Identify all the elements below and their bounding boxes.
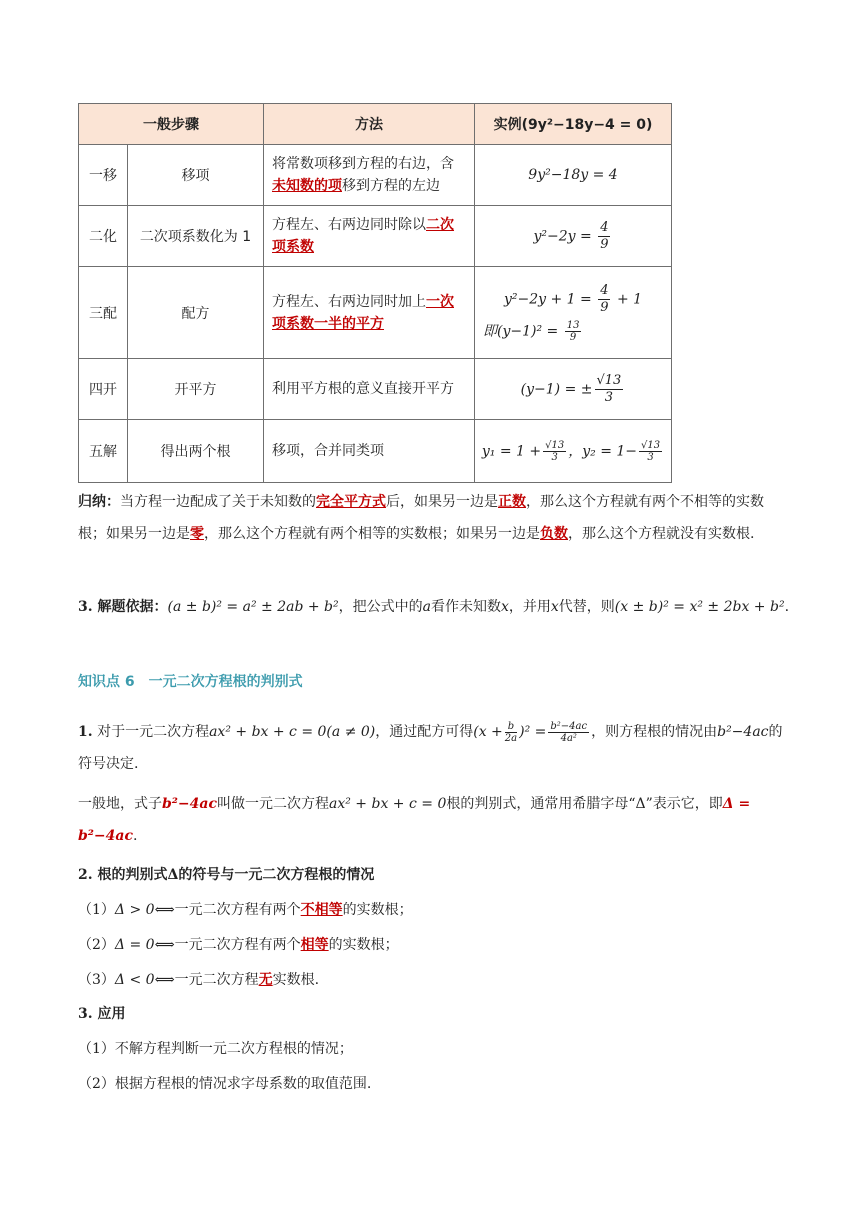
- summary-paragraph: 归纳：当方程一边配成了关于未知数的完全平方式后，如果另一边是正数，那么这个方程就有两个不相等的实数根；如果另一边是零，那么这个方程就有两个相等的实数根；如果另一边是负数，那么这个方程就没有实数根.: [78, 494, 764, 542]
- method-cell: 利用平方根的意义直接开平方: [264, 359, 475, 420]
- p1-paragraph: 1. 对于一元二次方程ax² + bx + c = 0(a ≠ 0)，通过配方可得(x + $\frac{b}{2a}$ )² = $\frac{\text{b²−4ac}}{\text{4a²}}$ ，则方程根的情况由b²−4ac的符号决定.: [78, 720, 783, 772]
- example-cell: 9y²−18y = 4: [475, 145, 672, 206]
- table-row: [79, 267, 672, 359]
- step-cell: 二化: [79, 206, 128, 267]
- table-row: [79, 359, 672, 420]
- example-cell: y₁ = 1 + $\frac{√13}{3}$ ，y₂ = 1− $\frac{√13}{3}$: [475, 420, 672, 483]
- example-cell: y²−2y = $\frac{4}{9}$: [475, 206, 672, 267]
- example-cell: (y−1) = ± $\frac{√13}{3}$: [475, 359, 672, 420]
- method-cell: 将常数项移到方程的右边，含未知数的项移到方程的左边: [264, 145, 475, 206]
- item2-title: 2. 根的判别式Δ的符号与一元二次方程根的情况: [78, 867, 375, 883]
- header-steps: 一般步骤: [79, 104, 264, 145]
- method-cell: 移项，合并同类项: [264, 420, 475, 483]
- name-cell: 二次项系数化为 1: [128, 206, 264, 267]
- item3-title: 3. 应用: [78, 1006, 126, 1022]
- name-cell: 配方: [128, 267, 264, 359]
- basis-paragraph: 3. 解题依据：(a ± b)² = a² ± 2ab + b²，把公式中的a看作未知数x，并用x代替，则(x ± b)² = x² ± 2bx + b².: [78, 599, 790, 615]
- header-example: 实例(9y²−18y−4 = 0): [475, 104, 672, 145]
- name-cell: 移项: [128, 145, 264, 206]
- step-cell: 一移: [79, 145, 128, 206]
- steps-table: [78, 103, 672, 483]
- section-title: 知识点 6 一元二次方程根的判别式: [78, 674, 303, 690]
- step-cell: 四开: [79, 359, 128, 420]
- step-cell: 三配: [79, 267, 128, 359]
- name-cell: 得出两个根: [128, 420, 264, 483]
- item3-line-2: （2）根据方程根的情况求字母系数的取值范围.: [78, 1076, 372, 1092]
- table-row: [79, 206, 672, 267]
- p2-paragraph: 一般地，式子b²−4ac叫做一元二次方程ax² + bx + c = 0根的判别式，通常用希腊字母“Δ”表示它，即Δ = b²−4ac.: [78, 796, 751, 844]
- table-row: [79, 420, 672, 483]
- name-cell: 开平方: [128, 359, 264, 420]
- table-row: [79, 145, 672, 206]
- item2-line-1: （1）Δ > 0⟺一元二次方程有两个不相等的实数根；: [78, 902, 413, 918]
- header-method: 方法: [264, 104, 475, 145]
- item3-line-1: （1）不解方程判断一元二次方程根的情况；: [78, 1041, 353, 1057]
- item2-line-3: （3）Δ < 0⟺一元二次方程无实数根.: [78, 972, 320, 988]
- method-cell: 方程左、右两边同时加上一次项系数一半的平方: [264, 267, 475, 359]
- example-cell: y²−2y + 1 = $\frac{4}{9}$ + 1 即(y−1)² = $\frac{13}{9}$: [475, 267, 672, 359]
- method-cell: 方程左、右两边同时除以二次项系数: [264, 206, 475, 267]
- item2-line-2: （2）Δ = 0⟺一元二次方程有两个相等的实数根；: [78, 937, 399, 953]
- step-cell: 五解: [79, 420, 128, 483]
